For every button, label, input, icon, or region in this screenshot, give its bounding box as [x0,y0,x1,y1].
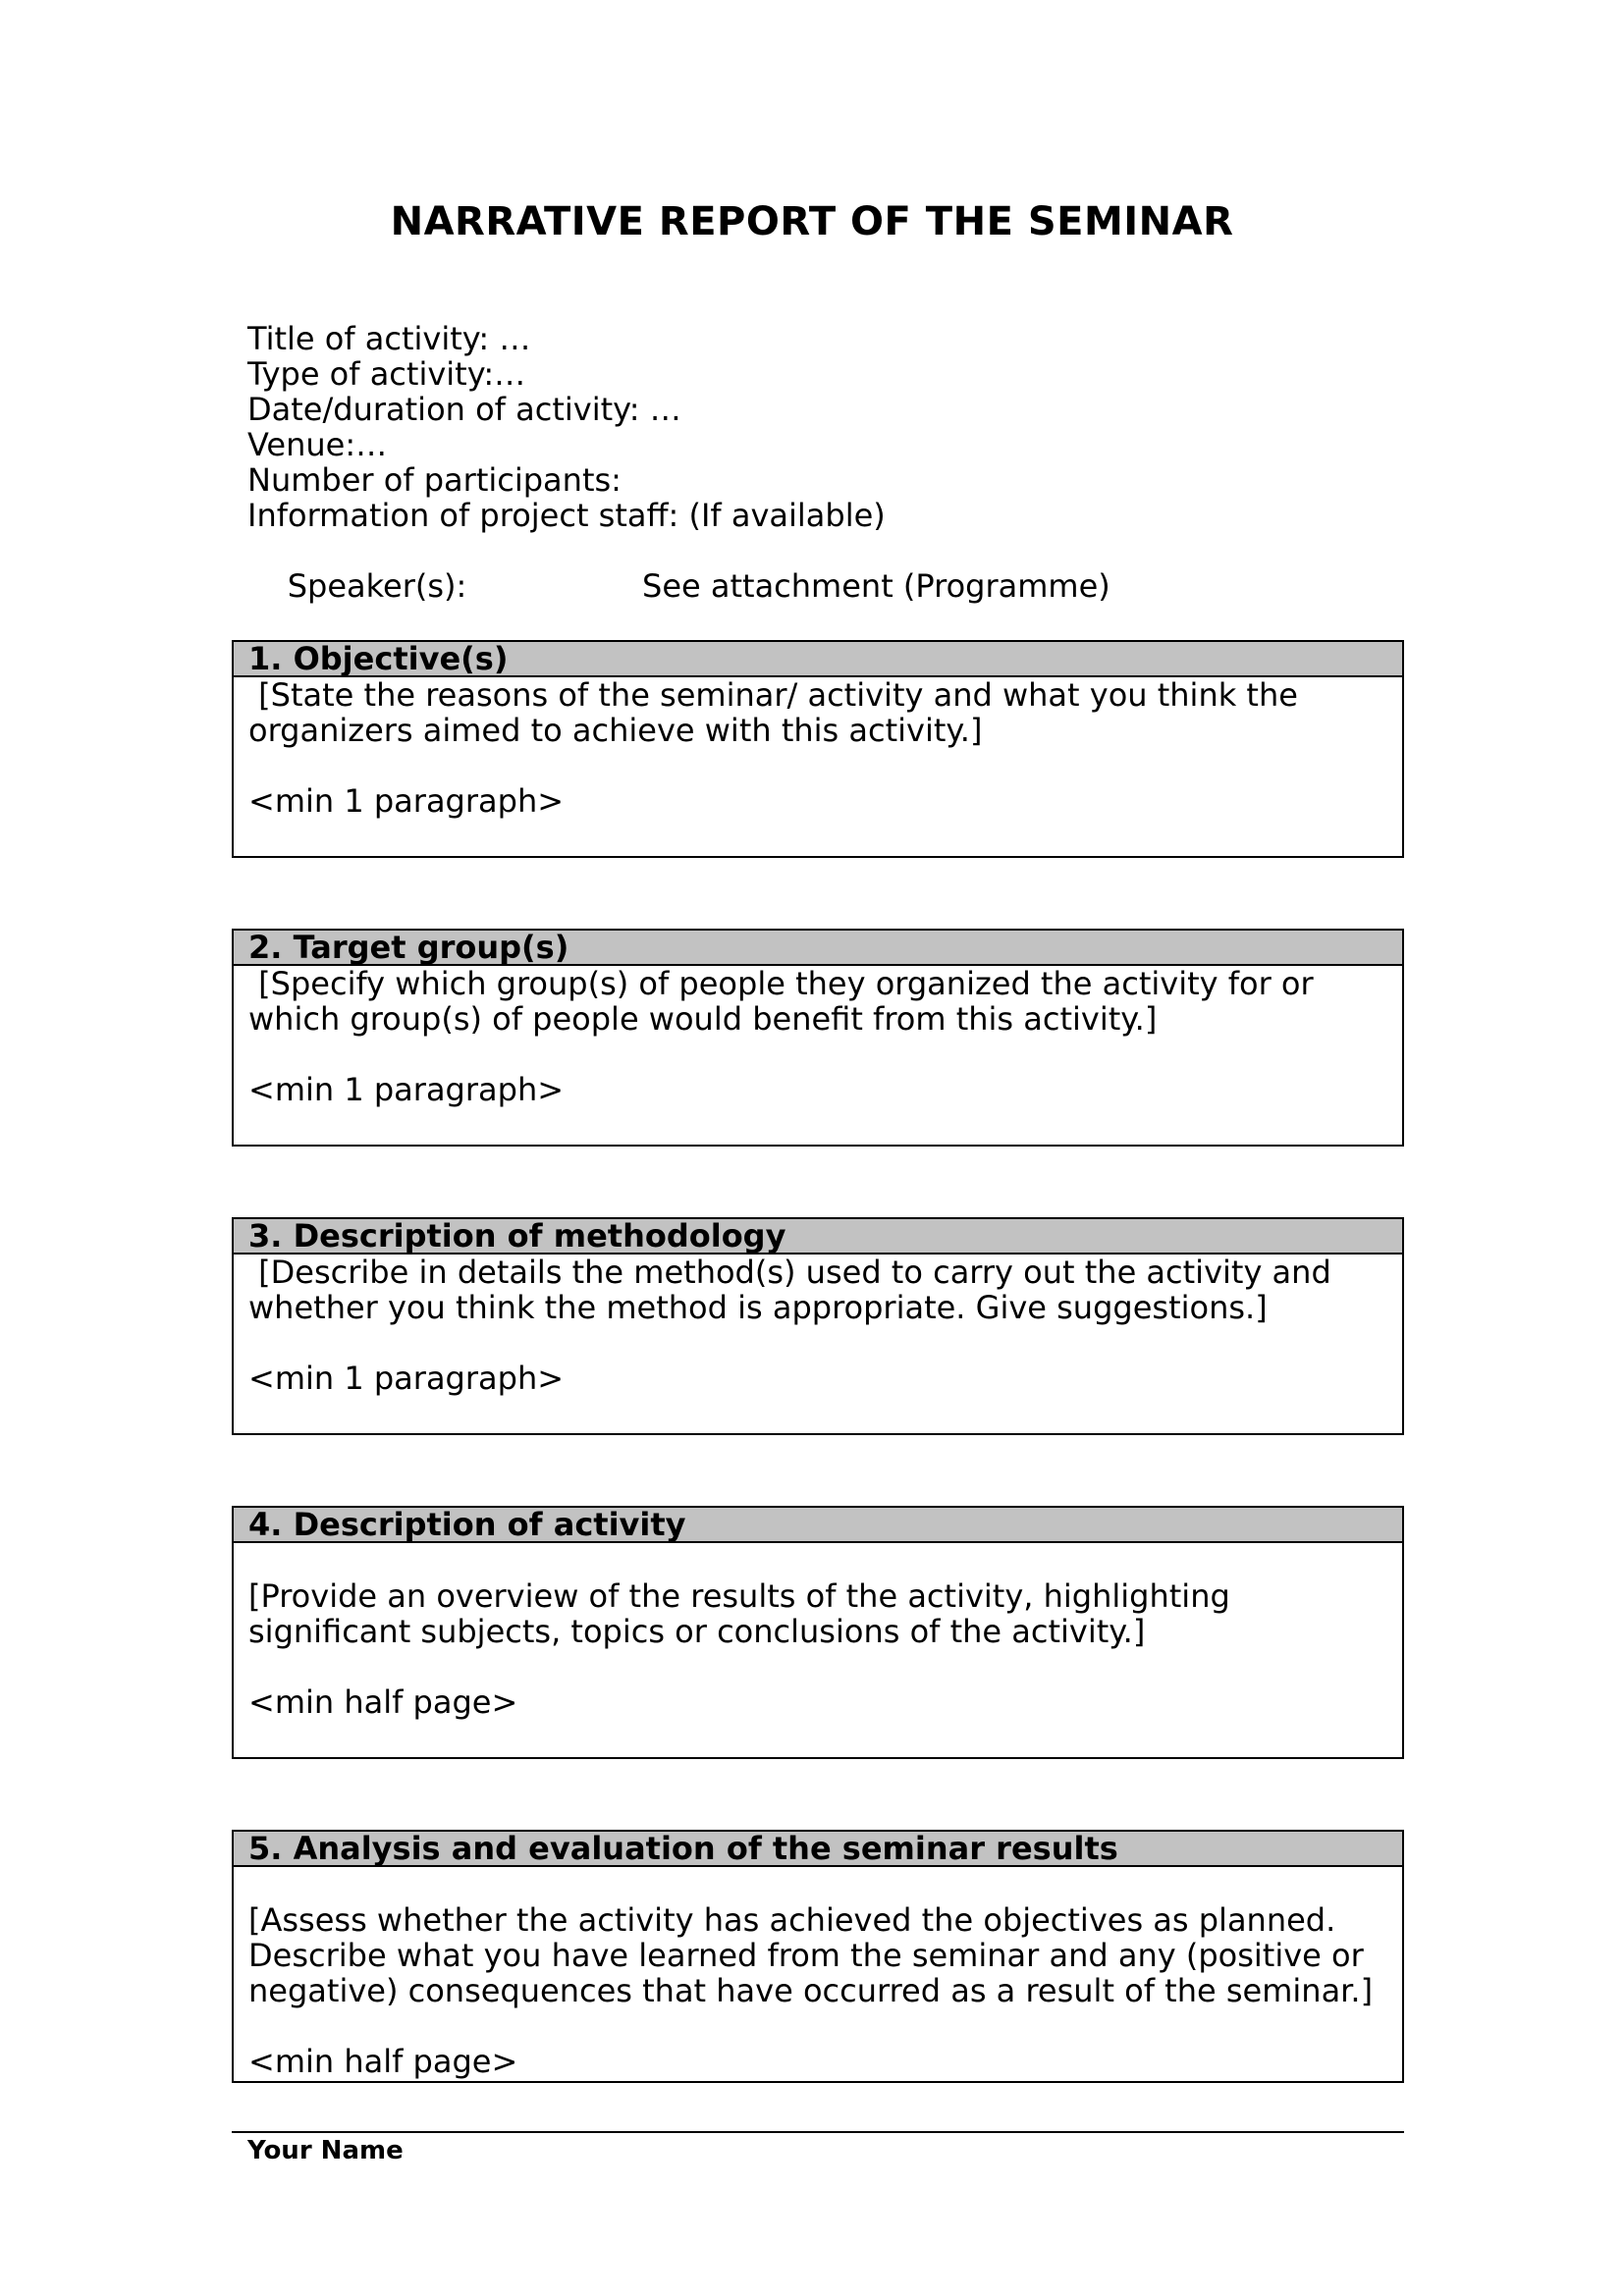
activity-info-block [247,320,1110,605]
section-heading: 4. Description of activity [234,1508,1402,1543]
section-heading: 5. Analysis and evaluation of the seminar results [234,1832,1402,1867]
section-instruction: [Describe in details the method(s) used to carry out the activity and whether you think the method is appropriate. Give suggestions.] [248,1254,1331,1326]
venue-line: Venue:… [247,426,388,463]
section-length-hint: <min 1 paragraph> [248,1360,565,1397]
number-of-participants-line: Number of participants: [247,461,622,499]
speakers-value: See attachment (Programme) [642,567,1110,605]
type-of-activity-line: Type of activity:… [247,355,526,393]
section-heading: 1. Objective(s) [234,642,1402,677]
section-target-groups [232,929,1404,1147]
footer-divider [232,2131,1404,2133]
section-body [234,1867,1402,2079]
section-body [234,677,1402,819]
section-instruction: [Provide an overview of the results of the activity, highlighting significant subjects, topics or conclusions of the activity.] [248,1577,1230,1650]
section-instruction: [Assess whether the activity has achieved the objectives as planned. Describe what you have learned from the seminar and any (positive or negative) consequences that have occurred as a result of the seminar.] [248,1901,1374,2009]
section-length-hint: <min 1 paragraph> [248,1071,565,1108]
section-instruction: [Specify which group(s) of people they organized the activity for or which group(s) of people would benefit from this activity.] [248,965,1314,1038]
project-staff-line: Information of project staff: (If available) [247,497,886,534]
section-length-hint: <min half page> [248,2043,518,2080]
section-heading: 2. Target group(s) [234,931,1402,966]
your-name-label: Your Name [247,2136,404,2165]
section-heading: 3. Description of methodology [234,1219,1402,1255]
speakers-line [247,533,1110,605]
title-of-activity-line: Title of activity: … [247,320,531,357]
section-methodology [232,1217,1404,1435]
section-activity-description [232,1506,1404,1759]
section-instruction: [State the reasons of the seminar/ activity and what you think the organizers aimed to achieve with this activity.] [248,676,1298,749]
section-length-hint: <min 1 paragraph> [248,782,565,820]
section-objectives [232,640,1404,858]
section-body [234,1543,1402,1720]
date-duration-line: Date/duration of activity: … [247,391,681,428]
section-length-hint: <min half page> [248,1683,518,1721]
section-body [234,966,1402,1107]
section-analysis-evaluation [232,1830,1404,2083]
speakers-label: Speaker(s): [287,567,467,605]
page-title: NARRATIVE REPORT OF THE SEMINAR [390,199,1234,244]
section-body [234,1255,1402,1396]
